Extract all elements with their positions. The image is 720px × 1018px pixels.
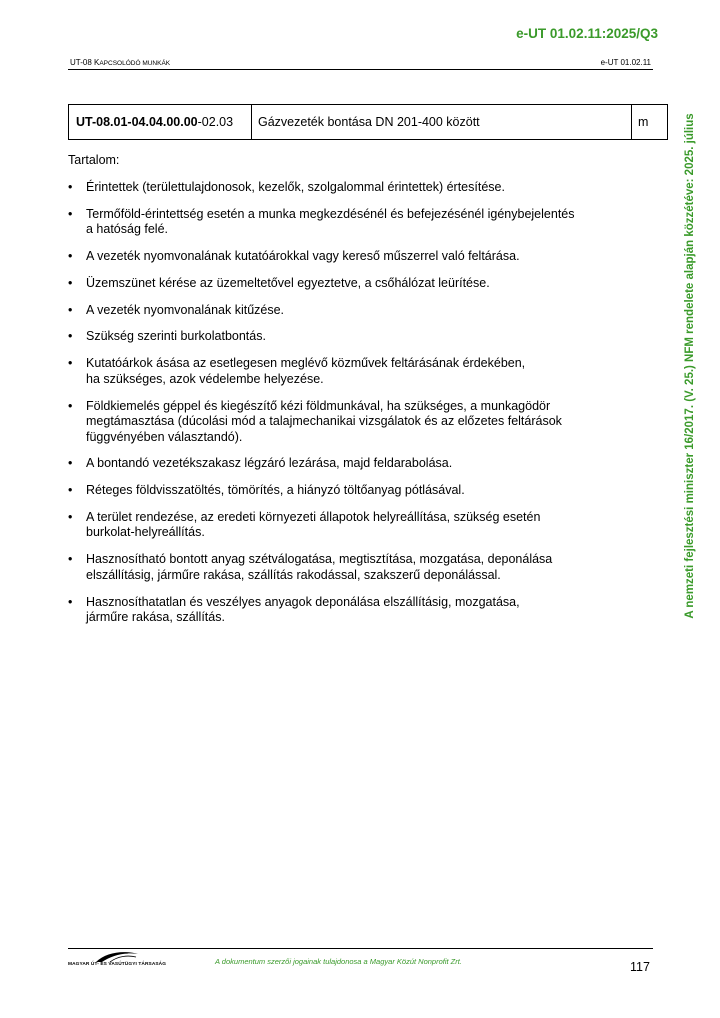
list-item [68,456,628,472]
list-item [68,356,628,387]
bullet-icon: • [68,275,73,290]
item-code [69,105,252,140]
chapter-prefix: UT-08 K [70,58,100,67]
bullet-icon: • [68,249,73,264]
bullet-icon: • [68,356,73,371]
running-header-chapter [70,58,170,69]
item-row [69,105,668,140]
bullet-icon: • [68,594,73,609]
list-item-line: a hatóság felé. [86,222,169,237]
list-item-line: A vezeték nyomvonalának kitűzése. [86,302,285,317]
page-number: 117 [630,960,650,974]
item-unit: m [632,105,668,140]
list-item-line: A vezeték nyomvonalának kutatóárokkal vagy kereső műszerrel való feltárása. [86,249,520,264]
bullet-icon: • [68,206,73,221]
list-item-line: elszállításig, járműre rakása, szállítás rakodással, szakszerű deponálással. [86,567,501,582]
list-item-line: Érintettek (területtulajdonosok, kezelők, szolgalommal érintettek) értesítése. [86,180,505,194]
list-item [68,552,628,583]
item-code-bold: UT-08.01-04.04.00.00 [76,115,198,129]
bullet-icon: • [68,483,73,498]
item-table [68,104,668,140]
list-item-line: járműre rakása, szállítás. [86,610,225,625]
item-title: Gázvezeték bontása DN 201-400 között [252,105,632,140]
document-code: e-UT 01.02.11:2025/Q3 [516,26,658,41]
footer-divider [68,948,653,949]
item-code-suffix: -02.03 [197,115,234,129]
list-item-line: Földkiemelés géppel és kiegészítő kézi földmunkával, ha szükséges, a munkagödör [86,398,551,413]
list-item-line: burkolat-helyreállítás. [86,525,205,540]
running-header-code: e-UT 01.02.11 [600,58,651,67]
list-item-line: Hasznosíthatatlan és veszélyes anyagok deponálása elszállításig, mozgatása, [86,594,520,609]
list-item-line: Üzemszünet kérése az üzemeltetővel egyeztetve, a csőhálózat leürítése. [86,275,490,290]
contents-label: Tartalom: [68,153,120,167]
list-item [68,483,628,499]
bullet-icon: • [68,180,73,194]
publication-note: A nemzeti fejlesztési miniszter 16/2017. (V. 25.) NFM rendelete alapján közzétéve: 2025. július [684,113,696,619]
list-item-line: A terület rendezése, az eredeti környezeti állapotok helyreállítása, szükség esetén [86,509,541,524]
logo-text: MAGYAR ÚT- ÉS VASÚTÜGYI TÁRSASÁG [68,962,167,967]
list-item [68,303,628,319]
bullet-icon: • [68,456,73,471]
list-item-line: A bontandó vezetékszakasz légzáró lezárása, majd feldarabolása. [86,456,453,471]
bullet-icon: • [68,398,73,413]
list-item [68,329,628,345]
bullet-icon: • [68,329,73,344]
list-item [68,595,628,626]
list-item [68,249,628,265]
list-item-line: ha szükséges, azok védelembe helyezése. [86,371,324,386]
list-item-line: Kutatóárkok ásása az esetlegesen meglévő közművek feltárásának érdekében, [86,356,526,371]
list-item-line: Termőföld-érintettség esetén a munka megkezdésénél és befejezésénél igénybejelentés [86,206,575,221]
list-item [68,510,628,541]
bullet-icon: • [68,302,73,317]
list-item-line: megtámasztása (dúcolási mód a talajmechanikai vizsgálatok és az előzetes feltárások [86,414,562,429]
list-item [68,207,628,238]
bullet-icon: • [68,509,73,524]
company-logo [66,950,167,974]
list-item [68,399,628,446]
list-item-line: Réteges földvisszatöltés, tömörítés, a hiányzó töltőanyag pótlásával. [86,483,465,498]
chapter-smallcaps: APCSOLÓDÓ MUNKÁK [99,60,171,67]
list-item-line: Hasznosítható bontott anyag szétválogatása, megtisztítása, mozgatása, deponálása [86,552,553,567]
bullet-icon: • [68,552,73,567]
list-item [68,180,628,196]
list-item [68,276,628,292]
list-item-line: függvényében választandó). [86,429,243,444]
contents-list [68,180,628,637]
list-item-line: Szükség szerinti burkolatbontás. [86,329,266,344]
running-header [68,58,653,70]
copyright-notice: A dokumentum szerzői jogainak tulajdonosa a Magyar Közút Nonprofit Zrt. [215,957,462,966]
